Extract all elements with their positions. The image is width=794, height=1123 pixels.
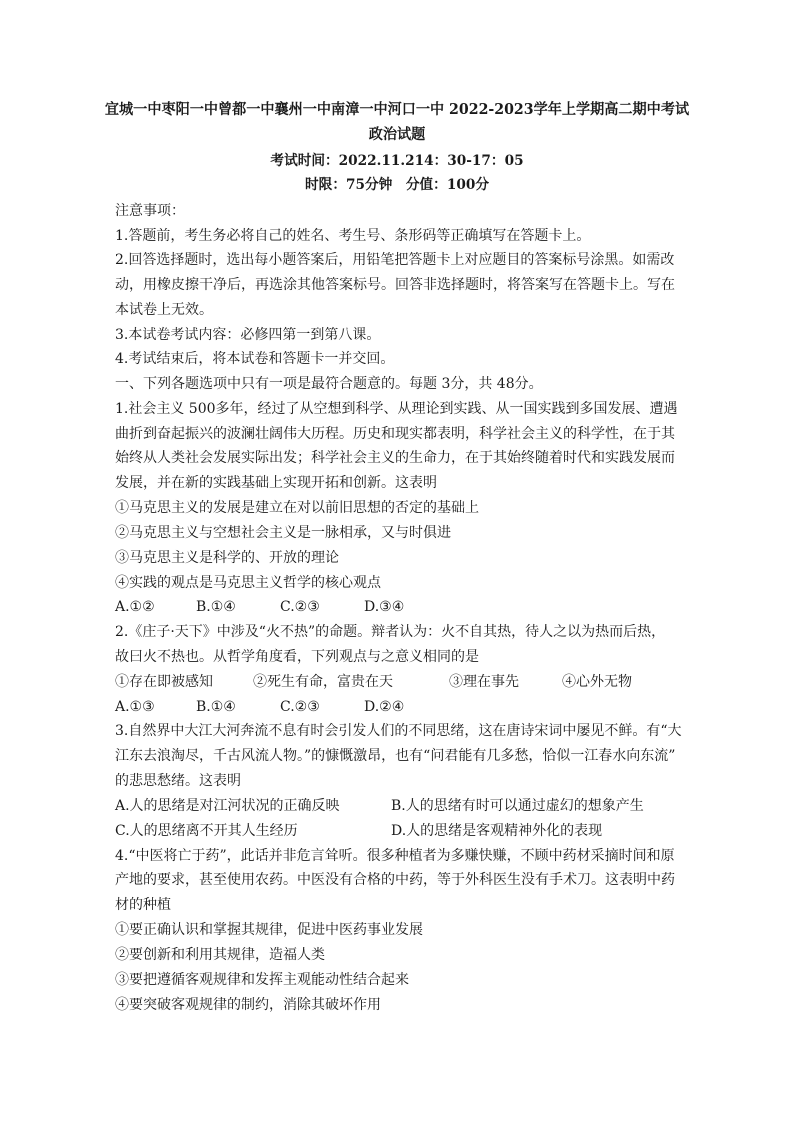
q2-statement-2: ②死生有命，富贵在天 <box>253 674 393 690</box>
q4-statement-2: ②要创新和利用其规律，造福人类 <box>115 947 325 963</box>
q2-statement-1: ①存在即被感知 <box>115 674 213 690</box>
q1-stem-line-4: 发展，并在新的实践基础上实现开拓和创新。这表明 <box>115 475 437 491</box>
q4-statement-1: ①要正确认识和掌握其规律，促进中医药事业发展 <box>115 922 423 938</box>
q2-stem-line-1: 2.《庄子·天下》中涉及“火不热”的命题。辩者认为：火不自其热，待人之以为热而后热， <box>115 624 666 640</box>
q3-stem-line-1: 3.自然界中大江大河奔流不息有时会引发人们的不同思绪，这在唐诗宋词中屡见不鲜。有“大 <box>115 723 682 739</box>
notice-item-2-line-1: 2.回答选择题时，选出每小题答案后，用铅笔把答题卡上对应题目的答案标号涂黑。如需改 <box>115 252 675 268</box>
q2-option-b: B.①④ <box>196 699 236 715</box>
q1-stem-line-3: 始终从人类社会发展实际出发；科学社会主义的生命力，在于其始终随着时代和实践发展而 <box>115 450 675 466</box>
q1-stem-line-1: 1.社会主义 500多年，经过了从空想到科学、从理论到实践、从一国实践到多国发展、遭遇 <box>115 401 678 417</box>
q2-statement-4: ④心外无物 <box>562 674 632 690</box>
exam-title: 宜城一中枣阳一中曾都一中襄州一中南漳一中河口一中 2022-2023学年上学期高二期中考试 <box>104 101 690 118</box>
q3-stem-line-2: 江东去浪淘尽，千古风流人物。”的慷慨激昂，也有“问君能有几多愁，恰似一江春水向东流” <box>115 748 676 764</box>
q3-option-a: A.人的思绪是对江河状况的正确反映 <box>115 798 340 814</box>
q3-option-b: B.人的思绪有时可以通过虚幻的想象产生 <box>391 798 644 814</box>
q1-statement-3: ③马克思主义是科学的、开放的理论 <box>115 550 339 566</box>
q2-option-a: A.①③ <box>115 699 155 715</box>
exam-time: 考试时间：2022.11.214：30-17：05 <box>270 153 524 169</box>
q2-statement-3: ③理在事先 <box>449 674 519 690</box>
q4-statement-4: ④要突破客观规律的制约，消除其破坏作用 <box>115 997 381 1013</box>
notice-item-1: 1.答题前，考生务必将自己的姓名、考生号、条形码等正确填写在答题卡上。 <box>115 228 591 244</box>
q1-option-c: C.②③ <box>280 599 320 615</box>
notice-heading: 注意事项： <box>115 203 185 219</box>
notice-item-2-line-3: 本试卷上无效。 <box>115 302 213 318</box>
notice-item-4: 4.考试结束后，将本试卷和答题卡一并交回。 <box>115 351 395 367</box>
q4-stem-line-1: 4.“中医将亡于药”，此话并非危言耸听。很多种植者为多赚快赚，不顾中药材采摘时间和原 <box>115 848 675 864</box>
q4-stem-line-2: 产地的要求，甚至使用农药。中医没有合格的中药，等于外科医生没有手术刀。这表明中药 <box>115 872 675 888</box>
q3-option-c: C.人的思绪离不开其人生经历 <box>115 823 298 839</box>
q1-option-a: A.①② <box>115 599 155 615</box>
q2-stem-line-2: 故曰火不热也。从哲学角度看，下列观点与之意义相同的是 <box>115 649 479 665</box>
q3-stem-line-3: 的悲思愁绪。这表明 <box>115 773 241 789</box>
q4-stem-line-3: 材的种植 <box>115 897 171 913</box>
q1-option-b: B.①④ <box>196 599 236 615</box>
section-heading: 一、下列各题选项中只有一项是最符合题意的。每题 3分，共 48分。 <box>115 376 543 392</box>
q2-option-d: D.②④ <box>364 699 405 715</box>
notice-item-3: 3.本试卷考试内容：必修四第一到第八课。 <box>115 327 381 343</box>
exam-limits: 时限：75分钟 分值：100分 <box>305 177 489 193</box>
q1-option-d: D.③④ <box>364 599 405 615</box>
q1-statement-2: ②马克思主义与空想社会主义是一脉相承，又与时俱进 <box>115 525 451 541</box>
q2-option-c: C.②③ <box>280 699 320 715</box>
q1-statement-4: ④实践的观点是马克思主义哲学的核心观点 <box>115 575 381 591</box>
exam-subject: 政治试题 <box>368 126 426 143</box>
q1-statement-1: ①马克思主义的发展是建立在对以前旧思想的否定的基础上 <box>115 500 479 516</box>
q1-stem-line-2: 曲折到奋起振兴的波澜壮阔伟大历程。历史和现实都表明，科学社会主义的科学性，在于其 <box>115 426 675 442</box>
q3-option-d: D.人的思绪是客观精神外化的表现 <box>391 823 603 839</box>
notice-item-2-line-2: 动，用橡皮擦干净后，再选涂其他答案标号。回答非选择题时，将答案写在答题卡上。写在 <box>115 277 675 293</box>
q4-statement-3: ③要把遵循客观规律和发挥主观能动性结合起来 <box>115 972 409 988</box>
